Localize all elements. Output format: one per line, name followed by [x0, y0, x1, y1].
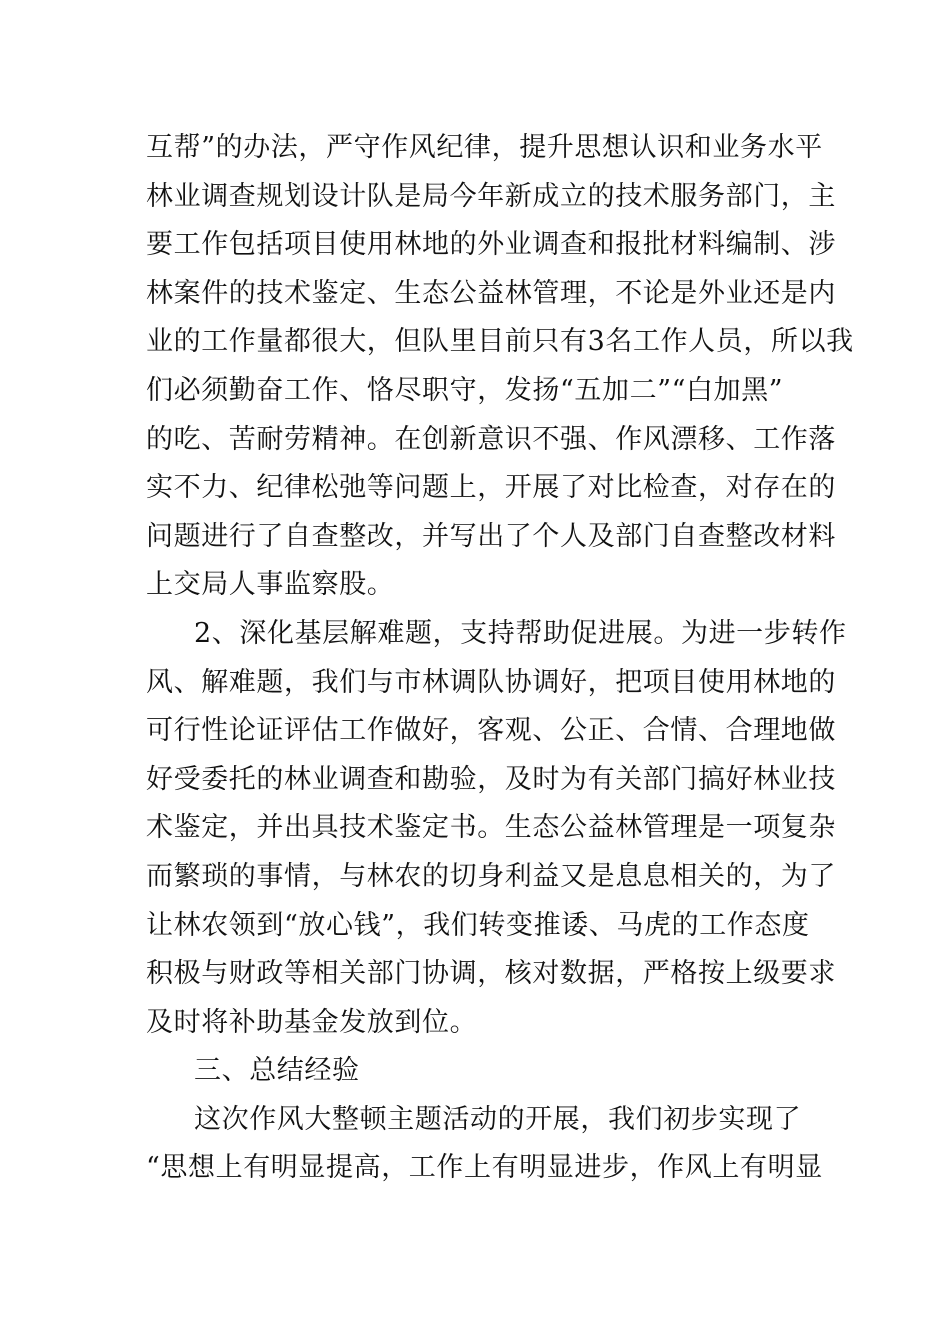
text-line: 而繁琐的事情，与林农的切身利益又是息息相关的，为了: [146, 860, 836, 892]
text-line: 让林农领到“放心钱”，我们转变推诿、马虎的工作态度: [146, 909, 810, 941]
text-line: 及时将补助基金发放到位。: [146, 1006, 478, 1038]
text-line: 林业调查规划设计队是局今年新成立的技术服务部门，主: [146, 180, 836, 212]
text-line: 问题进行了自查整改，并写出了个人及部门自查整改材料: [146, 520, 836, 552]
text-line: 实不力、纪律松弛等问题上，开展了对比检查，对存在的: [146, 472, 836, 504]
paragraph-start-line: 2、深化基层解难题，支持帮助促进展。为进一步转作: [194, 617, 847, 649]
text-line: 的吃、苦耐劳精神。在创新意识不强、作风漂移、工作落: [146, 423, 836, 455]
text-line: 积极与财政等相关部门协调，核对数据，严格按上级要求: [146, 958, 836, 990]
text-line: 上交局人事监察股。: [146, 569, 395, 601]
text-line: 可行性论证评估工作做好，客观、公正、合情、合理地做: [146, 715, 836, 747]
text-line: 们必须勤奋工作、恪尽职守，发扬“五加二”“白加黑”: [146, 374, 784, 406]
body-text: [146, 124, 854, 1193]
paragraph-start-line: 这次作风大整顿主题活动的开展，我们初步实现了: [194, 1103, 802, 1135]
text-line: 互帮”的办法，严守作风纪律，提升思想认识和业务水平: [146, 132, 823, 163]
text-line: 林案件的技术鉴定、生态公益林管理，不论是外业还是内: [146, 277, 836, 309]
text-line: 业的工作量都很大，但队里目前只有3名工作人员，所以我: [146, 326, 854, 358]
text-line: “思想上有明显提高，工作上有明显进步，作风上有明显: [146, 1152, 823, 1184]
text-line: 术鉴定，并出具技术鉴定书。生态公益林管理是一项复杂: [146, 812, 836, 844]
section-heading: 三、总结经验: [194, 1055, 360, 1087]
text-line: 风、解难题，我们与市林调队协调好，把项目使用林地的: [146, 666, 836, 698]
text-line: 好受委托的林业调查和勘验，及时为有关部门搞好林业技: [146, 763, 836, 795]
text-line: 要工作包括项目使用林地的外业调查和报批材料编制、涉: [146, 229, 836, 261]
